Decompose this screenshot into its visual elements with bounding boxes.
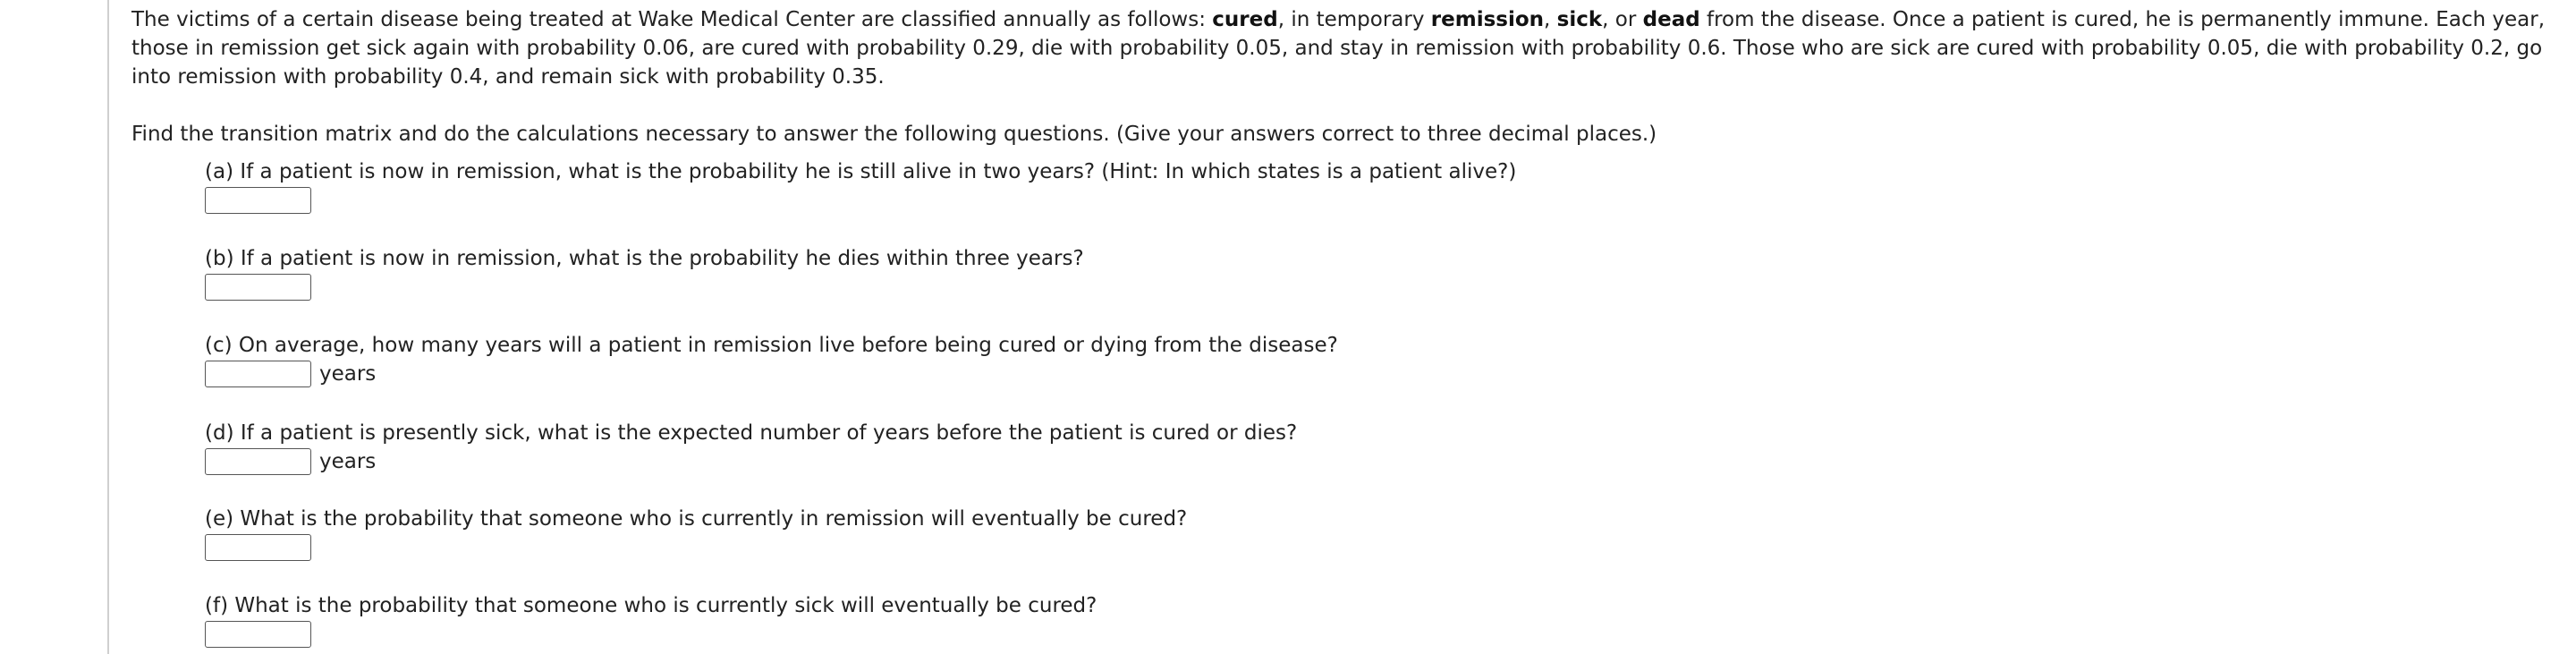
problem-statement [131, 5, 2546, 91]
question-e [205, 505, 1187, 562]
instructions: Find the transition matrix and do the calculations necessary to answer the following questions. (Give your answers correct to three decimal places.) [131, 123, 1657, 146]
intro-text: , in temporary [1277, 8, 1431, 31]
unit-label: years [319, 362, 377, 386]
question-a-text: (a) If a patient is now in remission, what is the probability he is still alive in two years? (Hint: In which states is a patient alive?) [205, 160, 1517, 183]
intro-text: The victims of a certain disease being treated at Wake Medical Center are classified annually as follows: [131, 8, 1213, 31]
answer-f-input[interactable] [205, 621, 311, 648]
term-dead: dead [1642, 8, 1700, 31]
answer-b-input[interactable] [205, 274, 311, 301]
intro-text: from the disease. Once a patient is cured, he is permanently immune. Each year, those in remission get sick again with probability 0.06, are cured with probability 0.29, die with probability 0.05, and stay in remission with probability 0.6. Those who are sick are cured with probability 0.05, die with probability 0.2, go into remission with probability 0.4, and remain sick with probability 0.35. [131, 8, 2546, 89]
answer-d-input[interactable] [205, 448, 311, 475]
question-a [205, 157, 1516, 215]
answer-c-input[interactable] [205, 361, 311, 387]
answer-e-input[interactable] [205, 534, 311, 561]
question-f-text: (f) What is the probability that someone who is currently sick will eventually be cured? [205, 594, 1097, 617]
question-c [205, 331, 1338, 388]
intro-text: , or [1602, 8, 1643, 31]
intro-text: , [1544, 8, 1557, 31]
question-b [205, 244, 1084, 302]
problem-panel [107, 0, 2574, 654]
term-sick: sick [1556, 8, 1603, 31]
unit-label: years [319, 450, 377, 473]
question-b-text: (b) If a patient is now in remission, what is the probability he dies within three years? [205, 247, 1084, 270]
question-d-text: (d) If a patient is presently sick, what is the expected number of years before the patient is cured or dies? [205, 421, 1298, 445]
term-cured: cured [1212, 8, 1278, 31]
question-e-text: (e) What is the probability that someone who is currently in remission will eventually be cured? [205, 507, 1188, 531]
term-remission: remission [1430, 8, 1545, 31]
question-c-text: (c) On average, how many years will a patient in remission live before being cured or dying from the disease? [205, 334, 1338, 357]
answer-a-input[interactable] [205, 187, 311, 214]
question-f [205, 591, 1097, 649]
question-d [205, 419, 1297, 476]
